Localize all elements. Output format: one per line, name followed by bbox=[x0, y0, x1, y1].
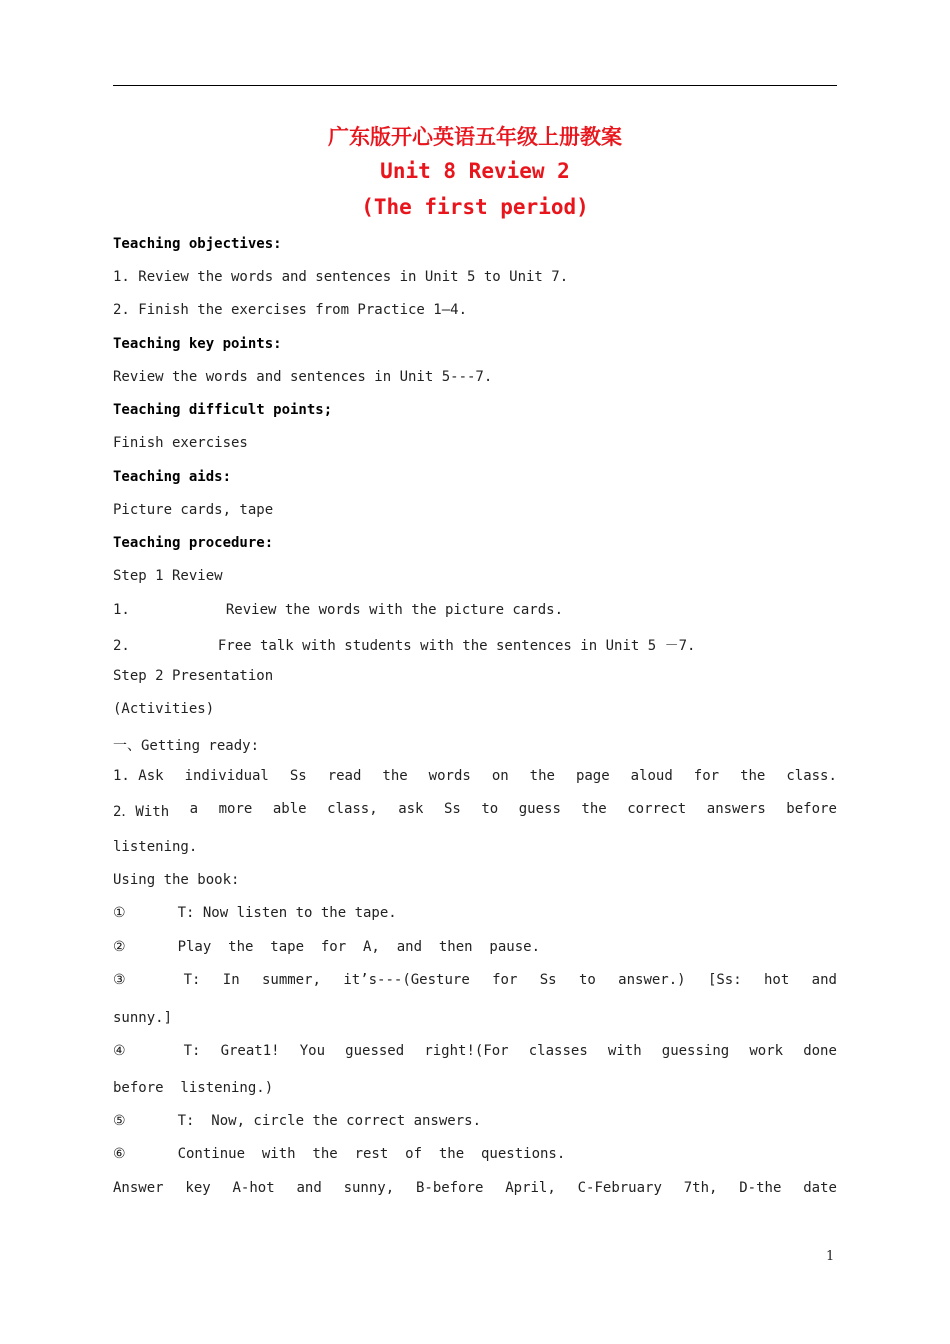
objective-1: 1. Review the words and sentences in Unit 5 to Unit 7. bbox=[113, 269, 569, 285]
procedure-heading: Teaching procedure: bbox=[113, 535, 274, 551]
aids-heading: Teaching aids: bbox=[113, 469, 232, 485]
circled-number-6: ⑥ bbox=[113, 1146, 126, 1162]
step-1-item-2 bbox=[113, 635, 837, 655]
header-rule bbox=[113, 85, 837, 86]
item-number: 2. bbox=[113, 638, 130, 654]
getting-ready-item-1: 1. Ask individual Ss read the words on the page aloud for the class. bbox=[113, 768, 837, 784]
difficult-points-text: Finish exercises bbox=[113, 435, 248, 451]
getting-ready-item-2-cont: listening. bbox=[113, 839, 198, 855]
key-points-heading: Teaching key points: bbox=[113, 336, 282, 352]
book-step-3: ③ T: In summer, it’s---(Gesture for Ss to answer.) [Ss: hot and bbox=[113, 972, 837, 988]
step-2-heading: Step 2 Presentation bbox=[113, 668, 274, 684]
objective-2: 2. Finish the exercises from Practice 1—4. bbox=[113, 302, 468, 318]
item-text: Review the words with the picture cards. bbox=[225, 602, 564, 618]
difficult-points-heading: Teaching difficult points; bbox=[113, 402, 333, 418]
circled-number-2: ② bbox=[113, 939, 126, 955]
item-text: Free talk with students with the sentences in Unit 5 －7. bbox=[217, 638, 696, 654]
book-step-4-cont: before listening.) bbox=[113, 1080, 274, 1096]
doc-title-unit: Unit 8 Review 2 bbox=[380, 159, 570, 183]
circled-number-3: ③ bbox=[113, 972, 126, 988]
aids-text: Picture cards, tape bbox=[113, 502, 274, 518]
book-step-3-cont: sunny.] bbox=[113, 1010, 173, 1026]
doc-title-chinese: 广东版开心英语五年级上册教案 bbox=[328, 125, 622, 149]
using-book-heading: Using the book: bbox=[113, 872, 240, 888]
book-step-4: ④ T: Great1! You guessed right!(For classes with guessing work done bbox=[113, 1043, 837, 1059]
objectives-heading: Teaching objectives: bbox=[113, 236, 282, 252]
activities-label: (Activities) bbox=[113, 701, 215, 717]
circled-number-5: ⑤ bbox=[113, 1113, 126, 1129]
circled-number-4: ④ bbox=[113, 1043, 126, 1059]
circled-number-1: ① bbox=[113, 905, 126, 921]
key-points-text: Review the words and sentences in Unit 5---7. bbox=[113, 369, 493, 385]
item-number: 1. bbox=[113, 602, 130, 618]
page-number: 1 bbox=[826, 1249, 835, 1264]
step-1-heading: Step 1 Review bbox=[113, 568, 223, 584]
book-step-2: ② Play the tape for A, and then pause. bbox=[113, 939, 540, 955]
book-step-6: ⑥ Continue with the rest of the questions. bbox=[113, 1146, 566, 1162]
book-step-1: ① T: Now listen to the tape. bbox=[113, 905, 397, 921]
book-step-5: ⑤ T: Now, circle the correct answers. bbox=[113, 1113, 481, 1129]
getting-ready-item-2: 2．With a more able class, ask Ss to guess the correct answers before bbox=[113, 801, 837, 820]
doc-title-period: (The first period) bbox=[361, 195, 589, 219]
step-1-item-1 bbox=[113, 602, 837, 618]
getting-ready-heading: 一、Getting ready: bbox=[113, 738, 260, 754]
answer-key-line: Answer key A-hot and sunny, B-before April, C-February 7th, D-the date bbox=[113, 1180, 837, 1196]
